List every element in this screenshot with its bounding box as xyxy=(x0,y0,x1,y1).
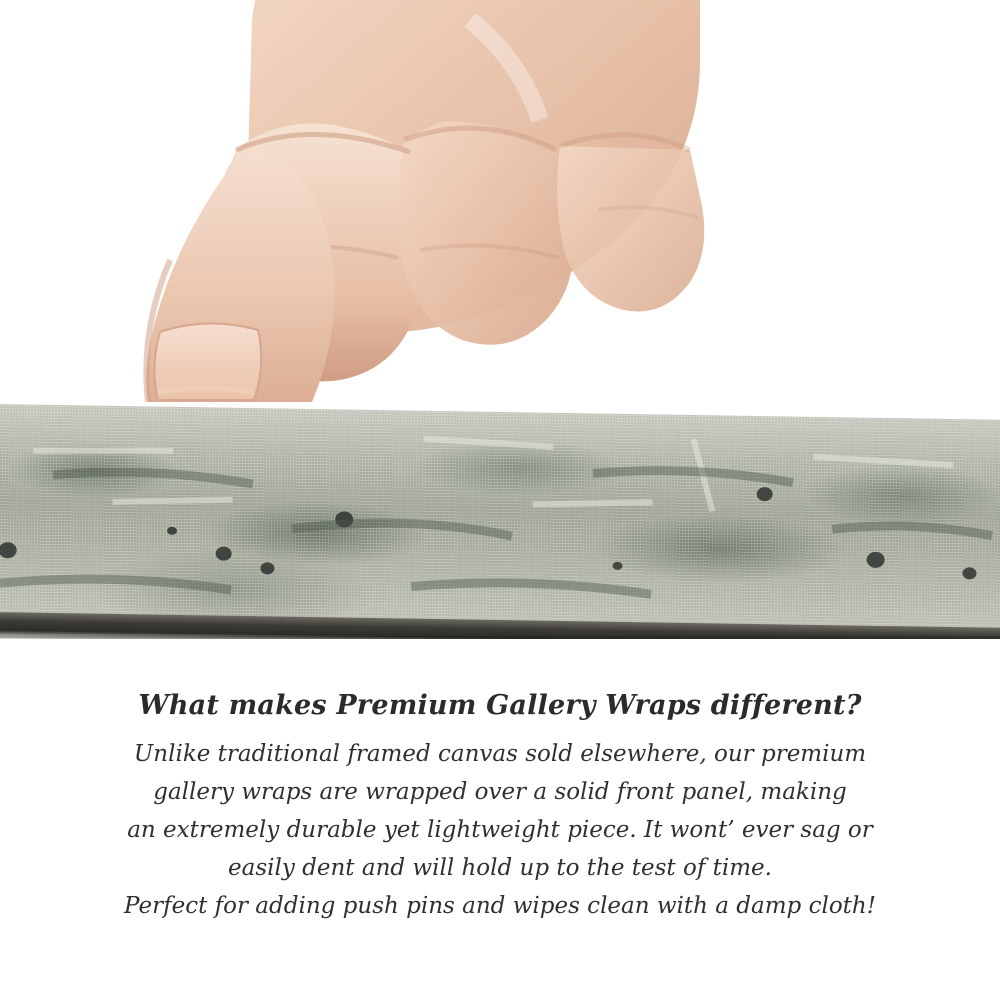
caption-block xyxy=(0,690,1000,925)
canvas-artwork-surface xyxy=(0,404,1000,635)
panel-drop-shadow xyxy=(0,636,1000,639)
hand-icon xyxy=(0,0,1000,420)
caption-body xyxy=(0,735,1000,925)
caption-line: Unlike traditional framed canvas sold elsewhere, our premium xyxy=(133,741,867,767)
artwork-detail-marks xyxy=(0,404,1000,635)
hand-photo xyxy=(0,0,1000,420)
caption-line: easily dent and will hold up to the test of time. xyxy=(228,855,772,881)
canvas-wrap-panel xyxy=(0,404,1000,639)
caption-line: Perfect for adding push pins and wipes clean with a damp cloth! xyxy=(124,893,876,919)
caption-heading: What makes Premium Gallery Wraps different? xyxy=(138,690,862,721)
caption-line: gallery wraps are wrapped over a solid front panel, making xyxy=(153,779,847,805)
caption-line: an extremely durable yet lightweight piece. It wont’ ever sag or xyxy=(127,817,873,843)
